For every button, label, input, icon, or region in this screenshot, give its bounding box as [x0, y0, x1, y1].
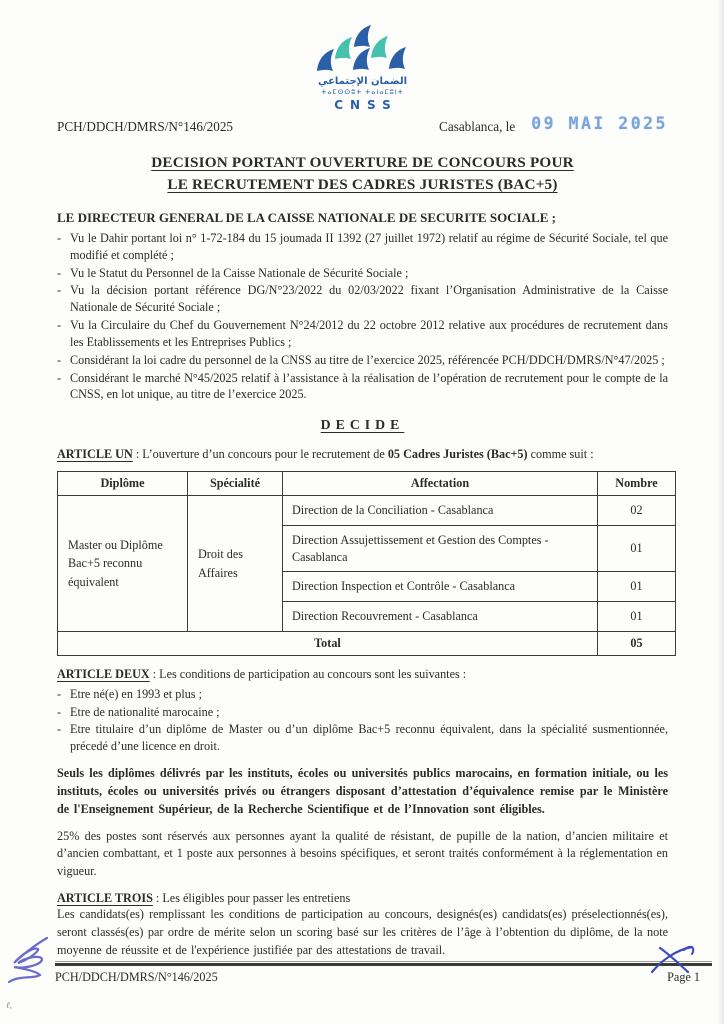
cnss-logo-sails-icon [315, 24, 411, 72]
article-deux-heading: ARTICLE DEUX : Les conditions de participation au concours sont les suivantes : [57, 666, 467, 681]
addressee-line: LE DIRECTEUR GENERAL DE LA CAISSE NATIONALE DE SECURITE SOCIALE ; [57, 210, 556, 226]
affectation-cell: Direction Assujettissement et Gestion des Comptes - Casablanca [283, 525, 598, 572]
affectation-cell: Direction Recouvrement - Casablanca [283, 602, 598, 632]
dash-marker: - [57, 686, 62, 701]
article-deux-label: ARTICLE DEUX [57, 666, 150, 681]
condition-item: - Etre de nationalité marocaine ; [57, 704, 220, 719]
article-trois-label: ARTICLE TROIS [57, 890, 153, 905]
conditions-list [57, 686, 668, 755]
specialite-cell: Droit des Affaires [188, 495, 283, 631]
dash-marker: - [57, 318, 62, 333]
eligibility-paragraph: Seuls les diplômes délivrés par les instituts, écoles ou universités publics marocains, en formation initiale, ou les instituts, écoles ou universités privés ou étrangers disposant d’attestation d’équivalence remise par le Ministère de l'Enseignement Supérieur, de la Recherche Scientifique et de l’Innovation sont éligibles. [57, 766, 668, 816]
nombre-cell: 02 [598, 495, 676, 525]
header-affectation: Affectation [283, 472, 598, 496]
consideration-item: - Vu la décision portant référence DG/N°23/2022 du 02/03/2022 fixant l’Organisation Administrative de la Caisse Nationale de Sécurité Sociale ; [57, 283, 668, 315]
consideration-item: - Vu la Circulaire du Chef du Gouvernement N°24/2012 du 22 octobre 2012 relative aux procédures de recrutement dans les Etablissements et les Entreprises Publics ; [57, 318, 668, 349]
table-header-row [58, 472, 676, 496]
document-title [57, 152, 668, 195]
article-un-label: ARTICLE UN [57, 447, 133, 462]
header-row [57, 115, 668, 138]
header-specialite: Spécialité [188, 472, 283, 496]
title-line-2: LE RECRUTEMENT DES CADRES JURISTES (BAC+5) [167, 175, 558, 193]
corner-mark: ℓ, [6, 1000, 12, 1010]
table-total-row [58, 632, 676, 656]
dash-marker: - [57, 283, 62, 298]
header-diplome: Diplôme [58, 472, 188, 496]
condition-item: - Etre titulaire d’un diplôme de Master ou d’un diplôme Bac+5 reconnu équivalent, dans la spécialité susmentionnée, précedé d’une licence en droit. [57, 722, 668, 754]
place-date [439, 115, 668, 138]
affectation-cell: Direction de la Conciliation - Casablanca [283, 495, 598, 525]
total-value-cell: 05 [598, 632, 676, 656]
condition-item: - Etre né(e) en 1993 et plus ; [57, 686, 202, 701]
table-row [58, 495, 676, 525]
nombre-cell: 01 [598, 602, 676, 632]
pen-scribble-left-icon [1, 930, 53, 984]
recruitment-table [57, 471, 676, 656]
cnss-logo-tifinagh: ⵜⴰⵎⵙⵙⵓⵜ ⵜⴰⵏⴰⵎⵓⵏⵜ [321, 88, 404, 97]
nombre-cell: 01 [598, 572, 676, 602]
considerations-list [57, 230, 668, 403]
footer-page-number: Page 1 [667, 970, 700, 984]
consideration-item: - Vu le Dahir portant loi n° 1-72-184 du 15 joumada II 1392 (27 juillet 1972) relatif au régime de Sécurité Sociale, tel que modifié et complété ; [57, 230, 668, 262]
cnss-logo-arabic: الضمان الإجتماعي [317, 76, 408, 88]
dash-marker: - [57, 704, 62, 719]
cnss-logo-latin: CNSS [334, 97, 398, 112]
dash-marker: - [57, 370, 62, 385]
consideration-item: - Considérant la loi cadre du personnel de la CNSS au titre de l’exercice 2025, référencée PCH/DDCH/DMRS/N°47/2025 ; [57, 352, 665, 367]
page-footer [55, 961, 712, 986]
affectation-cell: Direction Inspection et Contrôle - Casablanca [283, 572, 598, 602]
article-un-paragraph: ARTICLE UN : L’ouverture d’un concours pour le recrutement de 05 Cadres Juristes (Bac+5) comme suit : [57, 447, 594, 462]
title-line-1: DECISION PORTANT OUVERTURE DE CONCOURS POUR [151, 154, 574, 172]
date-stamp: 09 MAI 2025 [531, 113, 668, 133]
footer-rule-thin [55, 961, 712, 962]
dash-marker: - [57, 722, 62, 737]
consideration-item: - Vu le Statut du Personnel de la Caisse Nationale de Sécurité Sociale ; [57, 265, 409, 280]
reference-number: PCH/DDCH/DMRS/N°146/2025 [57, 118, 234, 134]
diplome-cell: Master ou Diplôme Bac+5 reconnu équivalent [58, 495, 188, 631]
decide-heading: DECIDE [320, 417, 405, 433]
article-trois-heading: ARTICLE TROIS : Les éligibles pour passer les entretiens [57, 890, 351, 905]
dash-marker: - [57, 230, 62, 245]
header-nombre: Nombre [598, 472, 676, 496]
quota-paragraph: 25% des postes sont réservés aux personnes ayant la qualité de résistant, de pupille de la nation, d’ancien militaire et d’ancien combattant, et 1 poste aux personnes à besoins spécifiques, et seront traités conformément à la réglementation en vigueur. [57, 828, 668, 878]
pen-mark-right-icon [646, 942, 700, 976]
article-un-bold: 05 Cadres Juristes (Bac+5) [387, 447, 528, 462]
nombre-cell: 01 [598, 525, 676, 572]
dash-marker: - [57, 265, 62, 280]
footer-rule-thick [55, 963, 712, 966]
consideration-item: - Considérant le marché N°45/2025 relatif à l’assistance à la réalisation de l’opération de recrutement pour le compte de la CNSS, en lot unique, au titre de l’exercice 2025. [57, 370, 668, 402]
footer-reference: PCH/DDCH/DMRS/N°146/2025 [55, 970, 218, 984]
cnss-logo [57, 0, 668, 111]
dash-marker: - [57, 352, 62, 367]
place-label: Casablanca, le [439, 118, 516, 134]
total-label-cell: Total [58, 632, 598, 656]
article-trois-body: Les candidats(es) remplissant les conditions de participation au concours, designés(es) candidats(es) préselectionnés(es), seront classés(es) par ordre de mérite selon un scoring basé sur les critères de l’âge à l’obtention du diplôme, de la note moyenne de réussite et de l'expérience justifiée par des attestations de travail. [57, 907, 668, 957]
